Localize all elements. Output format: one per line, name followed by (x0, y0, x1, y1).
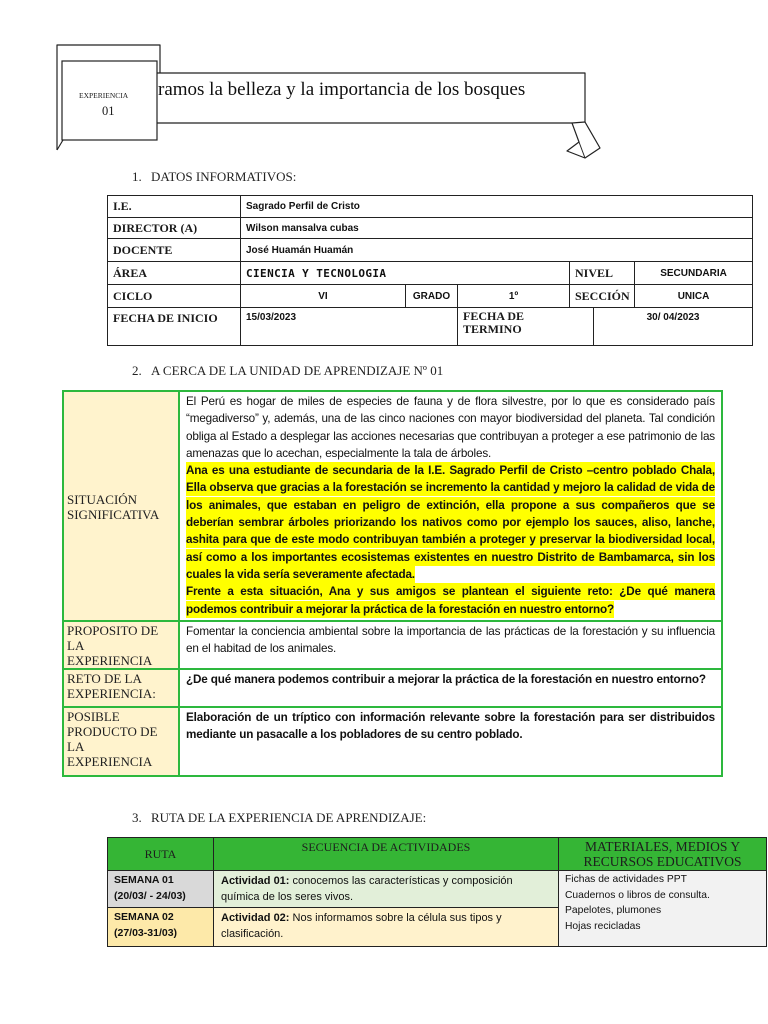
reto-text: ¿De qué manera podemos contribuir a mejorar la práctica de la forestación en nuestro entorno? (179, 669, 722, 707)
producto-label: POSIBLE PRODUCTO DE LA EXPERIENCIA (63, 707, 179, 776)
ie-value: Sagrado Perfil de Cristo (241, 196, 753, 218)
section-heading-unidad (132, 363, 443, 378)
table-row (108, 871, 767, 908)
table-row (108, 218, 753, 239)
materiales-header: MATERIALES, MEDIOS Y RECURSOS EDUCATIVOS (559, 838, 767, 871)
ruta-header: RUTA (108, 838, 214, 871)
ruta-table (107, 837, 767, 947)
situacion-case-paragraph (186, 462, 715, 583)
week-cell (108, 908, 214, 947)
activity-text: Nos informamos sobre la célula sus tipos y clasificación. (221, 912, 502, 940)
situacion-label: SITUACIÓN SIGNIFICATIVA (63, 391, 179, 621)
experience-number: 01 (102, 104, 115, 118)
fecha-termino-label: FECHA DE TERMINO (458, 308, 594, 346)
section-number: 2. (132, 363, 142, 378)
ie-label: I.E. (108, 196, 241, 218)
fecha-termino-value: 30/ 04/2023 (594, 308, 753, 346)
table-row (108, 196, 753, 218)
week-label: SEMANA 02 (114, 911, 174, 923)
activity-title: Actividad 01: (221, 875, 290, 887)
secuencia-header: SECUENCIA DE ACTIVIDADES (214, 838, 559, 871)
table-row (63, 707, 722, 776)
situacion-text (179, 391, 722, 621)
situacion-case: Ana es una estudiante de secundaria de la I.E. Sagrado Perfil de Cristo –centro poblado Chala, Ella observa que gracias a la forestación se incremento la cantidad y mejoro la calidad de vida de los animales, que estaban en peligro de extinción, ella propone a sus compañeros que se deberían sembrar árboles priorizando los nativos como por ejemplo los sauces, aliso, lanche, ashita para que de este modo contribuyan también a proteger y preservar la biodiversidad local, así como a los importantes ecosistemas existentes en nuestro Distrito de Bambamarca, sin los cuales la vida sería severamente afectada. (186, 464, 715, 581)
director-label: DIRECTOR (A) (108, 218, 241, 239)
section-title: RUTA DE LA EXPERIENCIA DE APRENDIZAJE: (151, 810, 427, 825)
proposito-text: Fomentar la conciencia ambiental sobre la importancia de las prácticas de la forestación y su influencia en el habitad de los animales. (179, 621, 722, 669)
ciclo-value: VI (241, 285, 406, 308)
grado-value: 1º (458, 285, 570, 308)
situacion-context: El Perú es hogar de miles de especies de fauna y de flora silvestre, por lo que es considerado país “megadiverso” y, además, una de las cinco naciones con mayor biodiversidad del planeta. Tal condición obliga al Estado a desplegar las acciones necesarias que contribuyan a proteger a ese patrimonio de las amenazas que lo acechan, especialmente la tala de árboles. (186, 395, 715, 460)
nivel-label: NIVEL (570, 262, 635, 285)
director-value: Wilson mansalva cubas (241, 218, 753, 239)
material-item: Fichas de actividades PPT (565, 874, 687, 885)
area-label: ÁREA (108, 262, 241, 285)
grado-label: GRADO (406, 285, 458, 308)
activity-text: conocemos las características y composición química de los seres vivos. (221, 875, 513, 903)
table-row (108, 262, 753, 285)
table-header-row (108, 838, 767, 871)
table-row (63, 669, 722, 707)
materials-cell (559, 871, 767, 947)
activity-title: Actividad 02: (221, 912, 290, 924)
fecha-inicio-value: 15/03/2023 (241, 308, 458, 346)
fecha-inicio-label: FECHA DE INICIO (108, 308, 241, 346)
producto-text: Elaboración de un tríptico con información relevante sobre la forestación para ser distribuidos mediante un pasacalle a los pobladores de su centro poblado. (179, 707, 722, 776)
experience-label: EXPERIENCIA (79, 91, 129, 100)
week-label: SEMANA 01 (114, 874, 174, 886)
situacion-challenge: Frente a esta situación, Ana y sus amigos se plantean el siguiente reto: ¿De qué manera podemos contribuir a mejorar la práctica de la forestación en nuestro entorno? (186, 585, 715, 616)
section-number: 1. (132, 169, 142, 184)
section-heading-ruta (132, 810, 426, 825)
table-row (63, 621, 722, 669)
section-title: A CERCA DE LA UNIDAD DE APRENDIZAJE Nº 01 (151, 363, 444, 378)
table-row (63, 391, 722, 621)
week-dates: (27/03-31/03) (114, 926, 178, 939)
table-row (108, 308, 753, 346)
week-cell (108, 871, 214, 908)
table-row (108, 239, 753, 262)
week-dates: (20/03/ - 24/03) (114, 889, 186, 902)
docente-label: DOCENTE (108, 239, 241, 262)
section-heading-datos (132, 169, 296, 184)
ciclo-label: CICLO (108, 285, 241, 308)
section-number: 3. (132, 810, 142, 825)
seccion-value: UNICA (635, 285, 753, 308)
material-item: Cuadernos o libros de consulta. (565, 889, 710, 901)
table-row (108, 285, 753, 308)
experience-title: ramos la belleza y la importancia de los bosques (158, 79, 526, 100)
material-item: Hojas recicladas (565, 920, 641, 932)
situacion-challenge-paragraph (186, 583, 715, 618)
area-value: CIENCIA Y TECNOLOGIA (241, 262, 570, 285)
docente-value: José Huamán Huamán (241, 239, 753, 262)
proposito-label: PROPOSITO DE LA EXPERIENCIA (63, 621, 179, 669)
section-title: DATOS INFORMATIVOS: (151, 169, 297, 184)
material-item: Papelotes, plumones (565, 905, 662, 916)
activity-cell (214, 871, 559, 908)
activity-cell (214, 908, 559, 947)
nivel-value: SECUNDARIA (635, 262, 753, 285)
datos-informativos-table (107, 195, 753, 346)
unidad-aprendizaje-table (62, 390, 723, 777)
seccion-label: SECCIÓN (570, 285, 635, 308)
reto-label: RETO DE LA EXPERIENCIA: (63, 669, 179, 707)
